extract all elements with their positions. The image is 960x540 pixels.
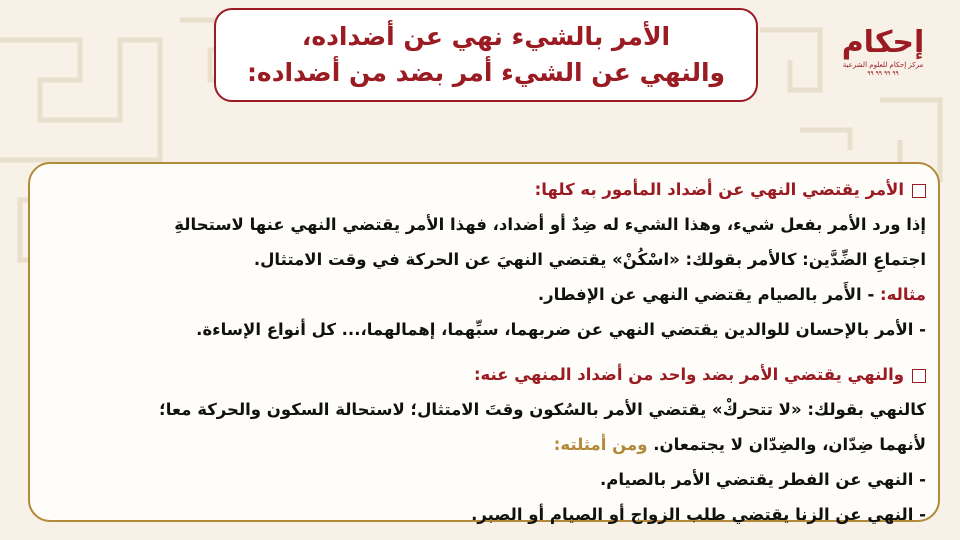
content-box [28, 162, 940, 522]
logo-word: إحكام [841, 25, 925, 60]
section1-line-2: اجتماعِ الضِّدَّين: كالأمر بقولك: «اسْكُنْ» يقتضي النهيَ عن الحركة في وقت الامتثال. [253, 250, 926, 269]
section1-example-2: - الأمر بالإحسان للوالدين يقتضي النهي عن ضربهما، سبِّهما، إهمالهما،... كل أنواع الإساءة. [196, 320, 926, 339]
section2-line-2: لأنهما ضِدّان، والضِدّان لا يجتمعان. [653, 435, 926, 454]
title-box [214, 8, 758, 102]
section2-example-1: - النهي عن الفطر يقتضي الأمر بالصيام. [600, 470, 926, 489]
section2-heading-text: والنهي يقتضي الأمر بضد واحد من أضداد المنهي عنه: [473, 365, 904, 384]
section2-heading [42, 357, 926, 392]
title-line-2: والنهي عن الشيء أمر بضد من أضداده: [246, 58, 726, 87]
section2-line-2-row [42, 427, 926, 462]
section2-line-1: كالنهي بقولك: «لا تتحركْ» يقتضي الأمر بالسُكون وقتَ الامتثال؛ لاستحالة السكون والحركة معا؛ [159, 400, 926, 419]
section1-line-1: إذا ورد الأمر بفعل شيء، وهذا الشيء له ضِدٌ أو أضداد، فهذا الأمر يقتضي النهي عنها لاستحالةِ [174, 215, 926, 234]
checkbox-bullet-icon [912, 369, 926, 383]
example-label: مثاله: [880, 285, 926, 304]
section2-example-2: - النهي عن الزنا يقتضي طلب الزواج أو الصيام أو الصبر. [471, 505, 926, 524]
section1-heading [42, 172, 926, 207]
section1-example-row [42, 277, 926, 312]
section1-heading-text: الأمر يقتضي النهي عن أضداد المأمور به كلها: [534, 180, 904, 199]
checkbox-bullet-icon [912, 184, 926, 198]
logo-small-text: ٩٩ ٩٩ ٩٩ ٩٩ [867, 70, 899, 77]
title-line-1: الأمر بالشيء نهي عن أضداده، [301, 22, 671, 51]
examples-label: ومن أمثلته: [553, 435, 648, 454]
section1-example-1: - الأَمر بالصيام يقتضي النهي عن الإفطار. [537, 285, 875, 304]
logo-subtitle: مركز إحكام للعلوم الشرعية [842, 61, 924, 69]
logo [838, 26, 928, 96]
